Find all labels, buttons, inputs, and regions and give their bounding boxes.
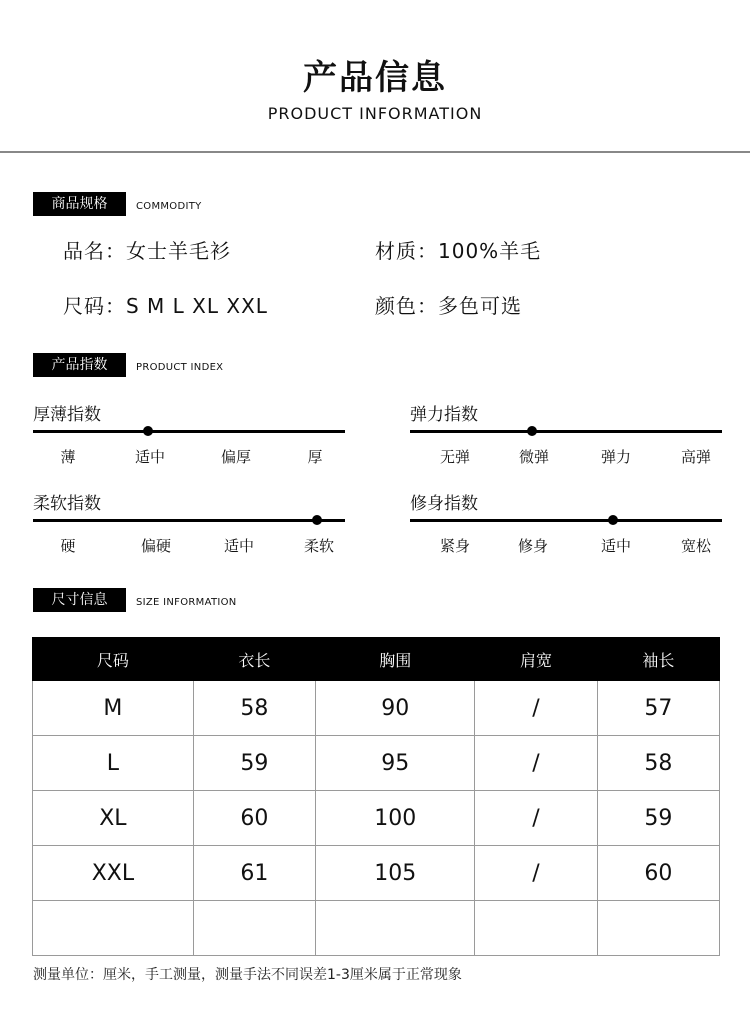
table-cell: 60 bbox=[597, 846, 719, 901]
header-shoulder: 肩宽 bbox=[475, 638, 597, 681]
table-row bbox=[33, 791, 720, 846]
table-cell bbox=[316, 901, 475, 956]
header-bust: 胸围 bbox=[316, 638, 475, 681]
table-cell: L bbox=[33, 736, 194, 791]
table-cell: 58 bbox=[193, 681, 315, 736]
table-cell: / bbox=[475, 736, 597, 791]
commodity-section-label-en: COMMODITY bbox=[136, 201, 202, 212]
table-cell: 57 bbox=[597, 681, 719, 736]
fit-label-3: 适中 bbox=[600, 537, 631, 555]
size-table-header-row bbox=[33, 638, 720, 681]
table-cell bbox=[597, 901, 719, 956]
table-cell bbox=[475, 901, 597, 956]
size-info-section-label-en: SIZE INFORMATION bbox=[136, 597, 237, 608]
softness-index-title: 柔软指数 bbox=[33, 494, 101, 514]
table-cell bbox=[193, 901, 315, 956]
table-row bbox=[33, 846, 720, 901]
fit-label-1: 紧身 bbox=[439, 537, 470, 555]
table-row bbox=[33, 901, 720, 956]
thickness-index-marker bbox=[143, 426, 153, 436]
product-name: 品名：女士羊毛衫 bbox=[63, 239, 231, 263]
softness-label-4: 柔软 bbox=[303, 537, 334, 555]
table-cell: 105 bbox=[316, 846, 475, 901]
softness-label-2: 偏硬 bbox=[140, 537, 171, 555]
elasticity-index-marker bbox=[527, 426, 537, 436]
header-sleeve: 袖长 bbox=[597, 638, 719, 681]
header-length: 衣长 bbox=[193, 638, 315, 681]
table-cell: 95 bbox=[316, 736, 475, 791]
elasticity-index-track bbox=[410, 430, 722, 433]
fit-index-marker bbox=[608, 515, 618, 525]
product-material: 材质：100%羊毛 bbox=[375, 239, 542, 263]
page-title: 产品信息 bbox=[303, 58, 447, 98]
table-cell: 59 bbox=[193, 736, 315, 791]
fit-index-title: 修身指数 bbox=[410, 494, 478, 514]
elasticity-label-2: 微弹 bbox=[518, 448, 549, 466]
table-cell: / bbox=[475, 681, 597, 736]
table-cell: 60 bbox=[193, 791, 315, 846]
header-divider bbox=[0, 151, 750, 153]
table-cell: 61 bbox=[193, 846, 315, 901]
elasticity-label-1: 无弹 bbox=[439, 448, 470, 466]
commodity-section-tag: 商品规格 bbox=[33, 192, 126, 216]
thickness-label-3: 偏厚 bbox=[220, 448, 251, 466]
softness-label-3: 适中 bbox=[223, 537, 254, 555]
softness-index-marker bbox=[312, 515, 322, 525]
table-cell: XL bbox=[33, 791, 194, 846]
fit-label-4: 宽松 bbox=[680, 537, 711, 555]
thickness-index-track bbox=[33, 430, 345, 433]
elasticity-label-3: 弹力 bbox=[600, 448, 631, 466]
thickness-label-2: 适中 bbox=[134, 448, 165, 466]
thickness-label-4: 厚 bbox=[307, 448, 323, 466]
table-cell: 100 bbox=[316, 791, 475, 846]
table-cell: / bbox=[475, 791, 597, 846]
table-row bbox=[33, 681, 720, 736]
size-info-section-tag: 尺寸信息 bbox=[33, 588, 126, 612]
size-table bbox=[32, 637, 720, 956]
thickness-label-1: 薄 bbox=[60, 448, 76, 466]
product-colors: 颜色：多色可选 bbox=[375, 294, 522, 318]
table-row bbox=[33, 736, 720, 791]
softness-label-1: 硬 bbox=[60, 537, 76, 555]
fit-index-track bbox=[410, 519, 722, 522]
table-cell: M bbox=[33, 681, 194, 736]
elasticity-index-title: 弹力指数 bbox=[410, 405, 478, 425]
fit-label-2: 修身 bbox=[517, 537, 548, 555]
table-cell bbox=[33, 901, 194, 956]
elasticity-label-4: 高弹 bbox=[680, 448, 711, 466]
table-cell: / bbox=[475, 846, 597, 901]
product-index-section-tag: 产品指数 bbox=[33, 353, 126, 377]
page-subtitle: PRODUCT INFORMATION bbox=[267, 104, 483, 123]
table-cell: 58 bbox=[597, 736, 719, 791]
table-cell: XXL bbox=[33, 846, 194, 901]
product-index-section-label-en: PRODUCT INDEX bbox=[136, 362, 224, 373]
measurement-note: 测量单位：厘米，手工测量，测量手法不同误差1-3厘米属于正常现象 bbox=[33, 967, 462, 983]
thickness-index-title: 厚薄指数 bbox=[33, 405, 101, 425]
softness-index-track bbox=[33, 519, 345, 522]
product-sizes: 尺码：S M L XL XXL bbox=[63, 294, 268, 318]
table-cell: 90 bbox=[316, 681, 475, 736]
table-cell: 59 bbox=[597, 791, 719, 846]
header-size: 尺码 bbox=[33, 638, 194, 681]
